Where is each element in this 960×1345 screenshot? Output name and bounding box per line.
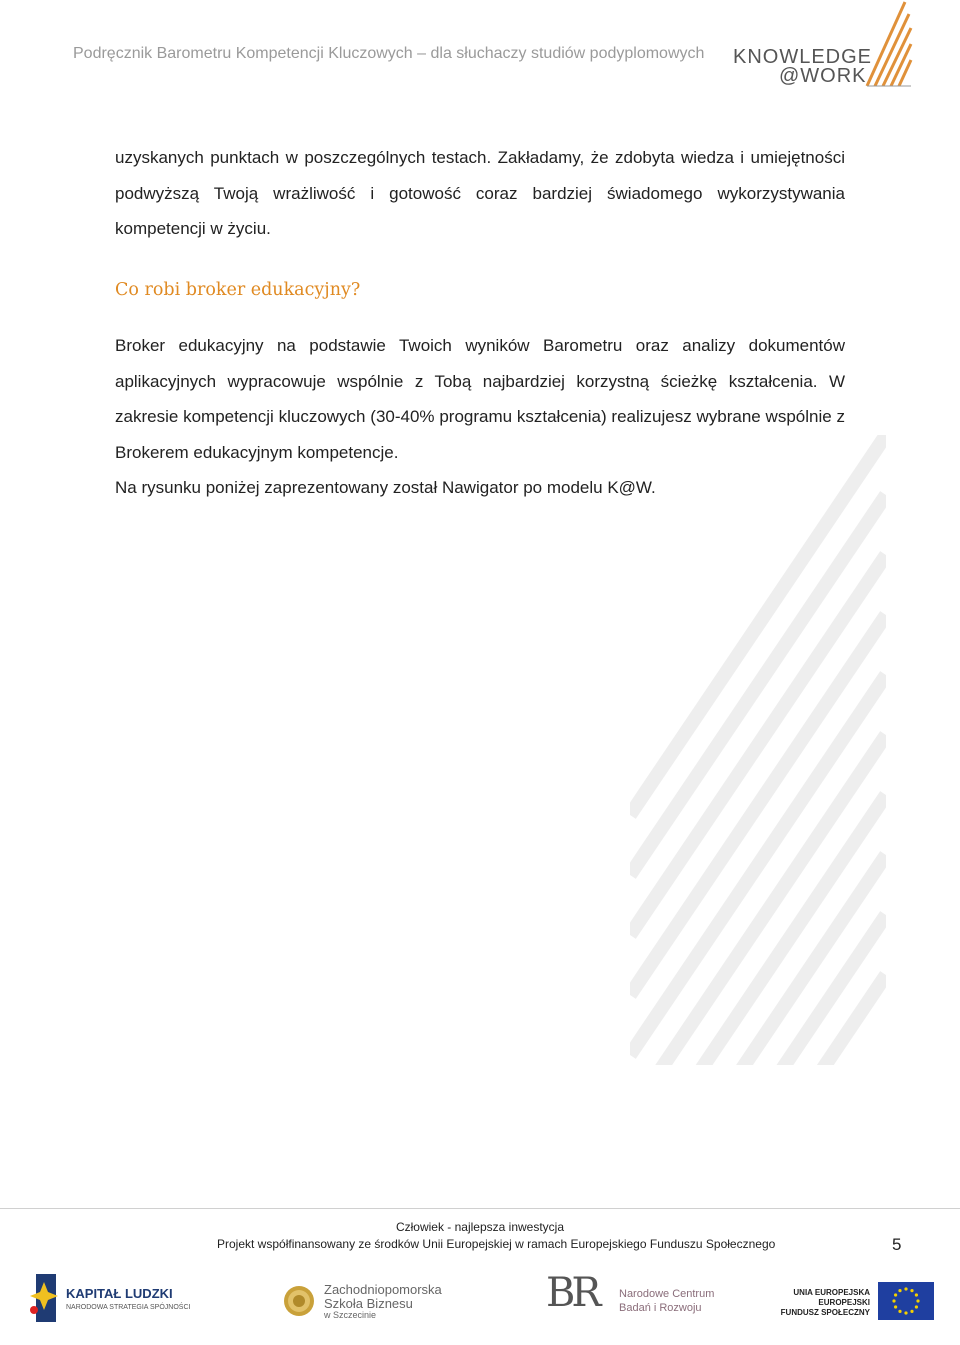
- zpsb-line1: Zachodniopomorska: [324, 1282, 442, 1297]
- logo-text-at-work: @WORK: [779, 65, 867, 87]
- zpsb-line2: Szkoła Biznesu: [324, 1296, 413, 1311]
- footer-motto: Człowiek - najlepsza inwestycja: [395, 1220, 565, 1234]
- zpsb-logo: [282, 1268, 462, 1328]
- eu-efs-logo: [780, 1268, 936, 1324]
- logo-stripes-icon: [863, 0, 913, 88]
- page-number: 5: [892, 1235, 902, 1254]
- knowledge-at-work-logo: [733, 0, 913, 90]
- ncbr-logo: [546, 1268, 726, 1330]
- watermark-stripes: [630, 435, 890, 1065]
- footer-divider: [0, 1208, 960, 1209]
- eu-line1: UNIA EUROPEJSKA: [793, 1288, 870, 1297]
- zpsb-line3: w Szczecinie: [324, 1310, 377, 1320]
- kapital-ludzki-logo: [26, 1268, 196, 1328]
- paragraph-broker: Broker edukacyjny na podstawie Twoich wyników Barometru oraz analizy dokumentów aplikacyjnych wypracowuje wspólnie z Tobą najbardziej korzystną ścieżkę kształcenia. W zakresie kompetencji kluczowych (30-40% programu kształcenia) realizujesz wybrane wspólnie z Brokerem edukacyjnym kompetencje.: [115, 336, 845, 462]
- kapital-ludzki-star-icon: [26, 1270, 62, 1326]
- logo-text-knowledge: KNOWLEDGE: [733, 46, 873, 68]
- zpsb-emblem-icon: [282, 1284, 316, 1318]
- kapital-ludzki-subtitle: NARODOWA STRATEGIA SPÓJNOŚCI: [66, 1304, 191, 1311]
- ncbr-br-mark: BR: [546, 1270, 598, 1316]
- ncbr-line1: Narodowe Centrum: [619, 1288, 715, 1300]
- eu-flag-icon: [878, 1282, 934, 1320]
- ncbr-line2: Badań i Rozwoju: [619, 1302, 702, 1314]
- running-header: Podręcznik Barometru Kompetencji Kluczowych – dla słuchaczy studiów podyplomowych: [73, 45, 705, 62]
- paragraph-figure-intro: Na rysunku poniżej zaprezentowany został Nawigator po modelu K@W.: [115, 478, 656, 497]
- paragraph-intro: uzyskanych punktach w poszczególnych testach. Zakładamy, że zdobyta wiedza i umiejętności podwyższą Twoją wrażliwość i gotowość coraz bardziej świadomego wykorzystywania kompetencji w życiu.: [115, 148, 845, 238]
- footer-project-note: Projekt współfinansowany ze środków Unii Europejskiej w ramach Europejskiego Funduszu Społecznego: [217, 1237, 776, 1251]
- eu-line3: FUNDUSZ SPOŁECZNY: [780, 1308, 870, 1317]
- kapital-ludzki-title: KAPITAŁ LUDZKI: [66, 1286, 173, 1301]
- section-heading: Co robi broker edukacyjny?: [115, 280, 361, 300]
- eu-line2: EUROPEJSKI: [818, 1298, 870, 1307]
